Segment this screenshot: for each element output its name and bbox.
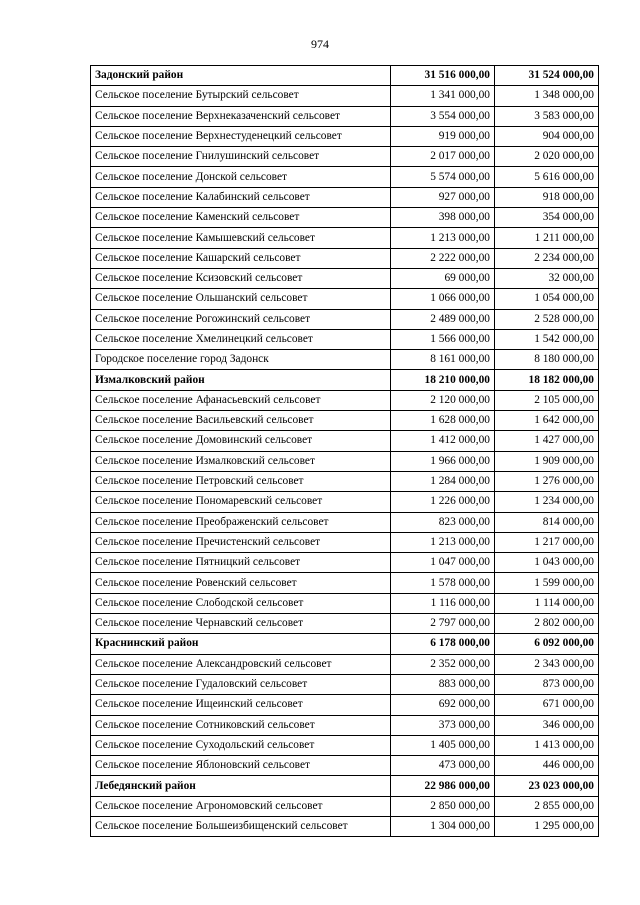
table-row (91, 532, 599, 552)
table-row (91, 228, 599, 248)
row-name-cell: Сельское поселение Камышевский сельсовет (91, 228, 391, 248)
value-2-cell: 2 802 000,00 (495, 614, 599, 634)
value-2-cell: 31 524 000,00 (495, 66, 599, 86)
table-row (91, 451, 599, 471)
table-row (91, 390, 599, 410)
value-2-cell: 1 276 000,00 (495, 471, 599, 491)
value-2-cell: 1 348 000,00 (495, 86, 599, 106)
value-2-cell: 6 092 000,00 (495, 634, 599, 654)
value-1-cell: 1 213 000,00 (391, 228, 495, 248)
value-1-cell: 5 574 000,00 (391, 167, 495, 187)
value-1-cell: 69 000,00 (391, 268, 495, 288)
district-row (91, 370, 599, 390)
value-1-cell: 823 000,00 (391, 512, 495, 532)
table-row (91, 187, 599, 207)
value-2-cell: 2 020 000,00 (495, 147, 599, 167)
value-1-cell: 1 213 000,00 (391, 532, 495, 552)
value-2-cell: 1 043 000,00 (495, 553, 599, 573)
budget-table (90, 65, 599, 837)
value-2-cell: 354 000,00 (495, 208, 599, 228)
row-name-cell: Задонский район (91, 66, 391, 86)
row-name-cell: Сельское поселение Петровский сельсовет (91, 471, 391, 491)
table-row (91, 674, 599, 694)
table-row (91, 86, 599, 106)
value-1-cell: 2 352 000,00 (391, 654, 495, 674)
value-2-cell: 1 427 000,00 (495, 431, 599, 451)
page-number: 974 (311, 37, 329, 51)
value-2-cell: 814 000,00 (495, 512, 599, 532)
table-row (91, 350, 599, 370)
value-1-cell: 18 210 000,00 (391, 370, 495, 390)
value-1-cell: 1 578 000,00 (391, 573, 495, 593)
value-1-cell: 2 017 000,00 (391, 147, 495, 167)
value-1-cell: 1 341 000,00 (391, 86, 495, 106)
row-name-cell: Сельское поселение Слободской сельсовет (91, 593, 391, 613)
row-name-cell: Сельское поселение Васильевский сельсовет (91, 411, 391, 431)
value-2-cell: 18 182 000,00 (495, 370, 599, 390)
row-name-cell: Сельское поселение Пятницкий сельсовет (91, 553, 391, 573)
row-name-cell: Сельское поселение Верхнеказаченский сельсовет (91, 106, 391, 126)
value-2-cell: 1 295 000,00 (495, 816, 599, 836)
row-name-cell: Сельское поселение Ищеинский сельсовет (91, 695, 391, 715)
district-row (91, 634, 599, 654)
table-row (91, 106, 599, 126)
table-row (91, 756, 599, 776)
row-name-cell: Сельское поселение Преображенский сельсовет (91, 512, 391, 532)
row-name-cell: Сельское поселение Гудаловский сельсовет (91, 674, 391, 694)
row-name-cell: Сельское поселение Рогожинский сельсовет (91, 309, 391, 329)
row-name-cell: Сельское поселение Кашарский сельсовет (91, 248, 391, 268)
value-1-cell: 2 797 000,00 (391, 614, 495, 634)
table-row (91, 248, 599, 268)
value-2-cell: 1 114 000,00 (495, 593, 599, 613)
value-1-cell: 883 000,00 (391, 674, 495, 694)
row-name-cell: Сельское поселение Большеизбищенский сельсовет (91, 816, 391, 836)
row-name-cell: Сельское поселение Александровский сельсовет (91, 654, 391, 674)
table-row (91, 492, 599, 512)
row-name-cell: Сельское поселение Измалковский сельсовет (91, 451, 391, 471)
table-row (91, 431, 599, 451)
value-1-cell: 22 986 000,00 (391, 776, 495, 796)
row-name-cell: Сельское поселение Бутырский сельсовет (91, 86, 391, 106)
value-2-cell: 1 909 000,00 (495, 451, 599, 471)
row-name-cell: Сельское поселение Донской сельсовет (91, 167, 391, 187)
table-row (91, 411, 599, 431)
value-2-cell: 2 234 000,00 (495, 248, 599, 268)
row-name-cell: Сельское поселение Ольшанский сельсовет (91, 289, 391, 309)
table-body (91, 66, 599, 837)
table-row (91, 796, 599, 816)
value-1-cell: 927 000,00 (391, 187, 495, 207)
row-name-cell: Сельское поселение Калабинский сельсовет (91, 187, 391, 207)
value-1-cell: 373 000,00 (391, 715, 495, 735)
table-row (91, 614, 599, 634)
value-1-cell: 8 161 000,00 (391, 350, 495, 370)
value-2-cell: 23 023 000,00 (495, 776, 599, 796)
table-row (91, 654, 599, 674)
row-name-cell: Сельское поселение Афанасьевский сельсовет (91, 390, 391, 410)
row-name-cell: Краснинский район (91, 634, 391, 654)
value-1-cell: 31 516 000,00 (391, 66, 495, 86)
value-2-cell: 2 855 000,00 (495, 796, 599, 816)
value-2-cell: 873 000,00 (495, 674, 599, 694)
value-2-cell: 1 211 000,00 (495, 228, 599, 248)
value-2-cell: 1 234 000,00 (495, 492, 599, 512)
value-1-cell: 1 066 000,00 (391, 289, 495, 309)
value-2-cell: 3 583 000,00 (495, 106, 599, 126)
value-1-cell: 1 304 000,00 (391, 816, 495, 836)
table-row (91, 553, 599, 573)
value-2-cell: 1 217 000,00 (495, 532, 599, 552)
value-2-cell: 1 542 000,00 (495, 329, 599, 349)
value-2-cell: 918 000,00 (495, 187, 599, 207)
table-row (91, 573, 599, 593)
table-row (91, 593, 599, 613)
value-1-cell: 3 554 000,00 (391, 106, 495, 126)
table-row (91, 695, 599, 715)
row-name-cell: Сельское поселение Пономаревский сельсовет (91, 492, 391, 512)
row-name-cell: Сельское поселение Ксизовский сельсовет (91, 268, 391, 288)
table-row (91, 208, 599, 228)
table-row (91, 289, 599, 309)
table-row (91, 735, 599, 755)
value-1-cell: 1 412 000,00 (391, 431, 495, 451)
value-2-cell: 5 616 000,00 (495, 167, 599, 187)
row-name-cell: Сельское поселение Домовинский сельсовет (91, 431, 391, 451)
table-row (91, 147, 599, 167)
value-2-cell: 1 599 000,00 (495, 573, 599, 593)
row-name-cell: Лебедянский район (91, 776, 391, 796)
value-1-cell: 1 628 000,00 (391, 411, 495, 431)
district-row (91, 776, 599, 796)
row-name-cell: Измалковский район (91, 370, 391, 390)
value-2-cell: 1 054 000,00 (495, 289, 599, 309)
value-1-cell: 473 000,00 (391, 756, 495, 776)
value-2-cell: 904 000,00 (495, 126, 599, 146)
value-1-cell: 692 000,00 (391, 695, 495, 715)
value-1-cell: 398 000,00 (391, 208, 495, 228)
value-2-cell: 1 642 000,00 (495, 411, 599, 431)
value-1-cell: 6 178 000,00 (391, 634, 495, 654)
value-1-cell: 2 222 000,00 (391, 248, 495, 268)
row-name-cell: Сельское поселение Яблоновский сельсовет (91, 756, 391, 776)
value-2-cell: 2 343 000,00 (495, 654, 599, 674)
row-name-cell: Сельское поселение Хмелинецкий сельсовет (91, 329, 391, 349)
table-row (91, 309, 599, 329)
table-row (91, 268, 599, 288)
row-name-cell: Сельское поселение Суходольский сельсовет (91, 735, 391, 755)
table-row (91, 816, 599, 836)
row-name-cell: Сельское поселение Гнилушинский сельсовет (91, 147, 391, 167)
table-row (91, 512, 599, 532)
row-name-cell: Сельское поселение Верхнестуденецкий сельсовет (91, 126, 391, 146)
row-name-cell: Сельское поселение Ровенский сельсовет (91, 573, 391, 593)
table-row (91, 167, 599, 187)
row-name-cell: Сельское поселение Чернавский сельсовет (91, 614, 391, 634)
value-1-cell: 1 284 000,00 (391, 471, 495, 491)
row-name-cell: Сельское поселение Агрономовский сельсовет (91, 796, 391, 816)
value-1-cell: 1 405 000,00 (391, 735, 495, 755)
value-2-cell: 2 528 000,00 (495, 309, 599, 329)
value-2-cell: 32 000,00 (495, 268, 599, 288)
row-name-cell: Сельское поселение Пречистенский сельсовет (91, 532, 391, 552)
value-2-cell: 346 000,00 (495, 715, 599, 735)
row-name-cell: Сельское поселение Каменский сельсовет (91, 208, 391, 228)
value-2-cell: 446 000,00 (495, 756, 599, 776)
value-1-cell: 919 000,00 (391, 126, 495, 146)
value-1-cell: 1 047 000,00 (391, 553, 495, 573)
value-1-cell: 1 966 000,00 (391, 451, 495, 471)
value-2-cell: 2 105 000,00 (495, 390, 599, 410)
table-row (91, 126, 599, 146)
value-1-cell: 2 850 000,00 (391, 796, 495, 816)
table-row (91, 715, 599, 735)
value-1-cell: 1 566 000,00 (391, 329, 495, 349)
value-2-cell: 671 000,00 (495, 695, 599, 715)
district-row (91, 66, 599, 86)
value-2-cell: 1 413 000,00 (495, 735, 599, 755)
value-1-cell: 1 226 000,00 (391, 492, 495, 512)
row-name-cell: Сельское поселение Сотниковский сельсовет (91, 715, 391, 735)
table-row (91, 329, 599, 349)
row-name-cell: Городское поселение город Задонск (91, 350, 391, 370)
table-row (91, 471, 599, 491)
value-1-cell: 2 489 000,00 (391, 309, 495, 329)
value-1-cell: 1 116 000,00 (391, 593, 495, 613)
value-2-cell: 8 180 000,00 (495, 350, 599, 370)
value-1-cell: 2 120 000,00 (391, 390, 495, 410)
